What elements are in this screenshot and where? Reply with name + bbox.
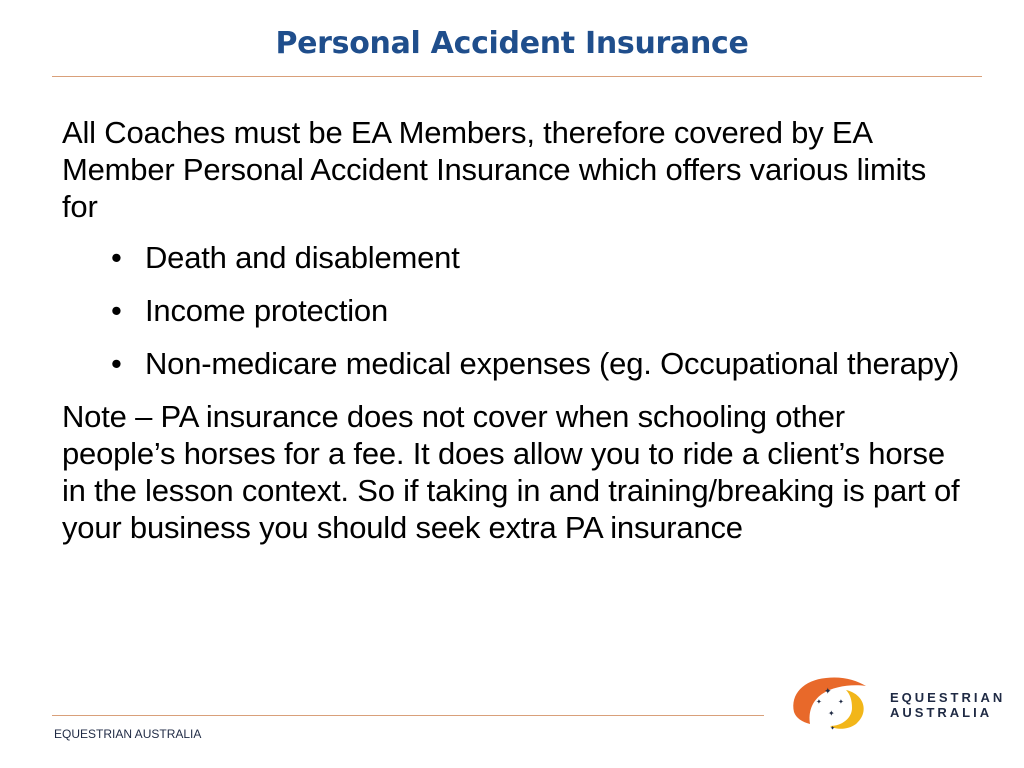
bullet-text: Death and disablement bbox=[145, 240, 460, 275]
bullet-item-death-disablement bbox=[62, 239, 962, 276]
equestrian-australia-logo-icon bbox=[786, 664, 882, 736]
svg-text:✦: ✦ bbox=[830, 725, 836, 732]
title-divider bbox=[52, 76, 982, 77]
bullet-icon: • bbox=[111, 293, 122, 328]
svg-text:✦: ✦ bbox=[838, 698, 844, 706]
bullet-text: Non-medicare medical expenses (eg. Occupational therapy) bbox=[145, 346, 960, 381]
equestrian-australia-logo bbox=[786, 664, 1006, 736]
svg-text:✦: ✦ bbox=[824, 687, 832, 697]
logo-line-1: EQUESTRIAN bbox=[890, 690, 1006, 705]
bullet-item-medical-expenses bbox=[62, 345, 962, 382]
bullet-text: Income protection bbox=[145, 293, 389, 328]
bullet-icon: • bbox=[111, 240, 122, 275]
logo-line-2: AUSTRALIA bbox=[890, 705, 993, 720]
intro-paragraph: All Coaches must be EA Members, therefore covered by EA Member Personal Accident Insurance which offers various limits for bbox=[62, 115, 927, 224]
bullet-item-income-protection bbox=[62, 292, 962, 329]
bullet-icon: • bbox=[111, 346, 122, 381]
svg-text:✦: ✦ bbox=[828, 709, 835, 718]
slide-content bbox=[62, 114, 962, 546]
bullet-list bbox=[62, 239, 962, 382]
slide-title: Personal Accident Insurance bbox=[275, 26, 749, 61]
footer-divider bbox=[52, 715, 764, 716]
footer-org-name: EQUESTRIAN AUSTRALIA bbox=[54, 727, 202, 741]
logo-wordmark bbox=[890, 690, 1005, 720]
note-paragraph: Note – PA insurance does not cover when schooling other people’s horses for a fee. It does allow you to ride a client’s horse in the lesson context. So if taking in and training/breaking is part of your business you should seek extra PA insurance bbox=[62, 399, 960, 545]
svg-text:✦: ✦ bbox=[816, 698, 822, 706]
